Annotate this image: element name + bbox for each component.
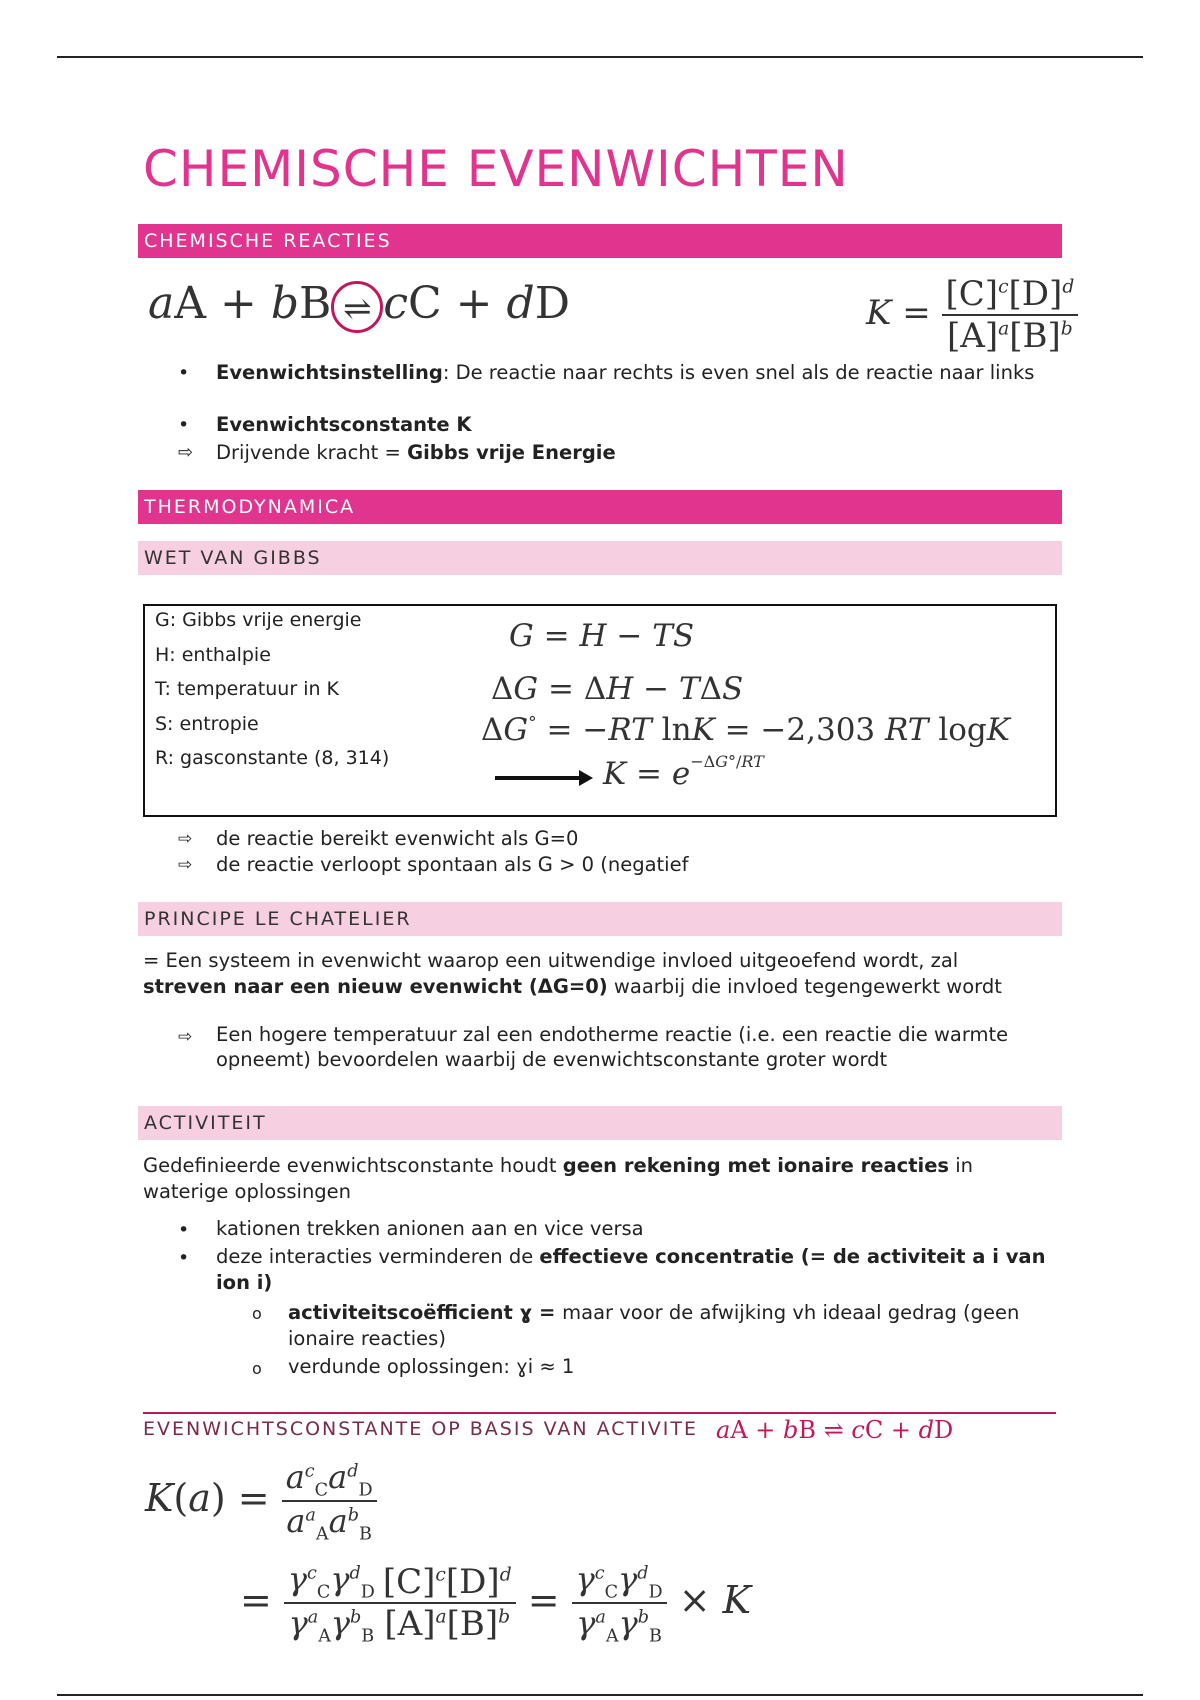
sub-bullet-o: o — [252, 1359, 262, 1378]
equation-delta-g: ΔG = ΔH − TΔS — [491, 671, 744, 707]
subheading-evenwichtsconstante-activiteit: EVENWICHTSCONSTANTE OP BASIS VAN ACTIVITE — [143, 1418, 698, 1440]
sub-bullet-bold: activiteitscoëfficient ɣ = — [288, 1301, 563, 1324]
k-gamma-equation: = $\frac{\gamma^c_C\gamma^d_D}{\gamma^a_A\gamma^b_B}$ $\frac{[C]^c[D]^d}{[A]^a[B]^b}$ = $\frac{\gamma^c_C\gamma^d_D}{\gamma^a_A\gamma^b_B}$ × K — [240, 1560, 751, 1647]
subheading-activiteit: ACTIVITEIT — [138, 1106, 1062, 1140]
bullet-text: deze interacties verminderen de — [216, 1245, 540, 1268]
arrow-item-temperatuur: Een hogere temperatuur zal een endotherme reactie (i.e. een reactie die warmte opneemt) bevoordelen waarbij de evenwichtsconstante groter wordt — [216, 1023, 1009, 1071]
top-rule — [57, 56, 1143, 58]
bullet-evenwichtsconstante — [216, 412, 471, 438]
arrow-bullet-icon: ⇨ — [178, 1027, 193, 1047]
equilibrium-arrow-circled: ⇌ — [331, 281, 383, 333]
page-title: CHEMISCHE EVENWICHTEN — [143, 140, 849, 198]
implies-arrow-head — [579, 770, 593, 786]
k-expression: K = $\frac{[C]^c[D]^d}{[A]^a[B]^b}$ — [866, 274, 1078, 356]
equation-k-exp: $K = e^{-\Delta G^\circ/RT}$ — [603, 751, 764, 792]
arrow-item-bold: Gibbs vrije Energie — [407, 441, 616, 464]
arrow-item-drijvende-kracht — [216, 440, 616, 466]
para-rest: waarbij die invloed tegengewerkt wordt — [607, 975, 1002, 998]
subheading-le-chatelier: PRINCIPE LE CHATELIER — [138, 902, 1062, 936]
definitions-list — [155, 603, 389, 776]
activiteit-paragraph — [143, 1153, 1023, 1205]
para-start: Gedefinieerde evenwichtsconstante houdt — [143, 1154, 563, 1177]
bullet-interacties — [216, 1244, 1056, 1296]
para-bold: geen rekening met ionaire reacties — [562, 1154, 950, 1177]
arrow-bullet-icon: ⇨ — [178, 442, 194, 463]
definition-t: T: temperatuur in K — [155, 678, 340, 700]
sub-bullet-o: o — [252, 1304, 262, 1323]
reaction-equation: aA + bB ⇌ cC + dD — [148, 278, 570, 333]
arrow-bullet-icon: ⇨ — [178, 829, 193, 849]
bold-term: Evenwichtsconstante K — [216, 413, 472, 436]
bullet-dot: • — [178, 414, 190, 436]
equation-g: G = H − TS — [509, 618, 695, 654]
bullet-kationen: kationen trekken anionen aan en vice versa — [216, 1217, 644, 1240]
bullet-dot: • — [178, 1219, 190, 1241]
sub-bullet-activiteitscoefficient — [288, 1300, 1068, 1352]
equation-delta-g-standard: ΔG° = −RT lnK = −2,303 RT logK — [481, 712, 1010, 748]
bold-term: Evenwichtsinstelling — [216, 361, 443, 384]
definition-r: R: gasconstante (8, 314) — [155, 747, 390, 769]
arrow-item-text: Drijvende kracht = — [216, 441, 408, 464]
bullet-dot: • — [178, 362, 190, 384]
le-chatelier-paragraph — [143, 948, 1063, 1000]
bullet-text: : De reactie naar rechts is even snel als de reactie naar links — [442, 361, 1035, 384]
k-activity-equation: K(a) = $\frac{a^c_Ca^d_D}{a^a_Aa^b_B}$ — [145, 1458, 377, 1545]
heading-reaction-equation: aA + bB ⇌ cC + dD — [716, 1416, 954, 1444]
definition-h: H: enthalpie — [155, 643, 271, 666]
definition-g: G: Gibbs vrije energie — [155, 609, 362, 631]
arrow-item-spontaan: de reactie verloopt spontaan als G > 0 (negatief — [216, 853, 689, 876]
arrow-item-evenwicht: de reactie bereikt evenwicht als G=0 — [216, 827, 579, 850]
definition-s: S: entropie — [155, 712, 259, 735]
bottom-rule — [57, 1694, 1143, 1696]
para-end: in waterige oplossingen — [143, 1154, 974, 1203]
section-heading-thermodynamica: THERMODYNAMICA — [138, 490, 1062, 524]
bullet-bold: effectieve concentratie (= de activiteit a i van ion i) — [216, 1245, 1046, 1294]
arrow-bullet-icon: ⇨ — [178, 855, 193, 875]
subheading-underline — [143, 1412, 1056, 1414]
para-line: = Een systeem in evenwicht waarop een uitwendige invloed uitgeoefend wordt, zal — [143, 949, 959, 972]
bullet-dot: • — [178, 1247, 190, 1269]
sub-bullet-text: maar voor de afwijking vh ideaal gedrag (geen ionaire reacties) — [288, 1301, 1020, 1350]
sub-bullet-verdunde: verdunde oplossingen: ɣi ≈ 1 — [288, 1355, 575, 1378]
implies-arrow-icon — [495, 776, 583, 780]
bullet-evenwichtsinstelling — [216, 360, 1056, 386]
gibbs-box — [143, 604, 1057, 817]
subheading-wet-van-gibbs: WET VAN GIBBS — [138, 541, 1062, 575]
para-bold: streven naar een nieuw evenwicht (ΔG=0) — [143, 975, 608, 998]
section-heading-chemische-reacties: CHEMISCHE REACTIES — [138, 224, 1062, 258]
